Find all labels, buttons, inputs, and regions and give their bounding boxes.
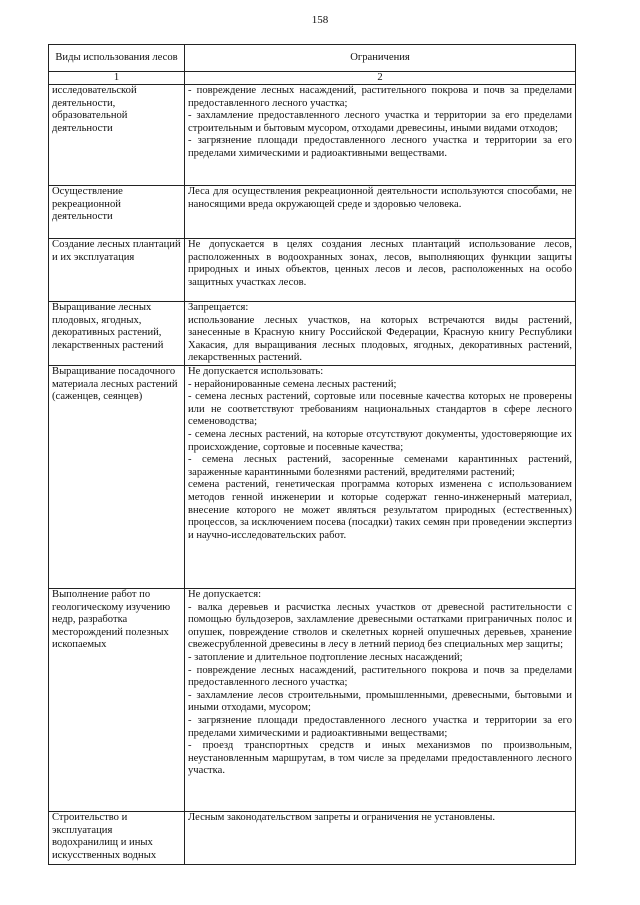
use-type-cell: [49, 302, 185, 366]
header-forest-use-types: Виды использования лесов: [49, 45, 185, 72]
use-type-text: исследовательской деятельности, образовательной деятельности: [52, 85, 137, 134]
restriction-item: - повреждение лесных насаждений, растительного покрова и почв за пределами предоставленного лесного участка;: [188, 85, 572, 109]
table-row: [49, 239, 576, 302]
restriction-item: - валка деревьев и расчистка лесных участков от древесной растительности с помощью бульдозеров, захламление древесными остатками приграничных полос и опушек, повреждение стволов и скелетных корней опушечных деревьев, хранение свежесрубленной древесины в лесу в летний период без специальных мер защиты;: [188, 601, 572, 651]
table-row: [49, 811, 576, 864]
use-type-text: Строительство и эксплуатация водохранилищ и иных искусственных водных: [52, 811, 157, 861]
column-number-1: 1: [49, 72, 185, 85]
table-header-row: [49, 45, 576, 72]
restriction-item: - проезд транспортных средств и иных механизмов по произвольным, неустановленным маршрутам, в том числе за пределами предоставленного лесного участка.: [188, 740, 572, 777]
use-type-text: Выполнение работ по геологическому изучению недр, разработка месторождений полезных ископаемых: [52, 588, 171, 651]
restrictions-cell: [185, 85, 576, 186]
table-row: [49, 588, 576, 811]
restriction-item: - захламление предоставленного лесного участка и территории за его пределами строительным и бытовым мусором, отходами древесины, иными видами отходов;: [188, 110, 572, 134]
restriction-item: - захламление лесов строительными, промышленными, древесными, бытовыми и иными отходами, мусором;: [188, 689, 572, 714]
restriction-item: Не допускается:: [188, 588, 262, 600]
restriction-item: использование лесных участков, на которых встречаются виды растений, занесенные в Красную книгу Российской Федерации, Красную книгу Республики Хакасия, для выращивания лесных плодовых, ягодных, декоративных растений, лекарственных растений.: [188, 314, 572, 364]
restriction-item: Леса для осуществления рекреационной деятельности используются способами, не наносящими вреда окружающей среде и здоровью человека.: [188, 186, 572, 210]
restriction-item: - загрязнение площади предоставленного лесного участка и территории за его пределами химическими и радиоактивными веществами.: [188, 135, 572, 159]
use-type-cell: [49, 85, 185, 186]
use-type-text: Выращивание посадочного материала лесных растений (саженцев, сеянцев): [52, 365, 178, 403]
restriction-item: - нерайонированные семена лесных растений;: [188, 378, 397, 390]
table-row: [49, 186, 576, 239]
restriction-item: Не допускается использовать:: [188, 365, 324, 377]
page-number: 158: [311, 14, 329, 26]
restrictions-cell: [185, 186, 576, 239]
use-type-cell: [49, 588, 185, 811]
restriction-item: - семена лесных растений, засоренные семенами карантинных растений, зараженные карантинными болезнями растений, вредителями растений;: [188, 454, 572, 478]
restrictions-cell: [185, 811, 576, 864]
use-type-text: Осуществление рекреационной деятельности: [52, 186, 123, 223]
column-number-2: 2: [185, 72, 576, 85]
column-number-row: [49, 72, 576, 85]
restriction-item: - семена лесных растений, на которые отсутствуют документы, удостоверяющие их происхождение, сортовые и посевные качества;: [188, 428, 572, 453]
table-row: [49, 85, 576, 186]
restrictions-cell: [185, 365, 576, 588]
restrictions-cell: [185, 239, 576, 302]
table-row: [49, 365, 576, 588]
use-type-cell: [49, 365, 185, 588]
use-type-cell: [49, 811, 185, 864]
restrictions-cell: [185, 588, 576, 811]
restrictions-table: [48, 44, 576, 865]
use-type-cell: [49, 186, 185, 239]
header-restrictions: Ограничения: [185, 45, 576, 72]
restriction-item: Не допускается в целях создания лесных плантаций использование лесов, расположенных в водоохранных зонах, лесов, выполняющих функции защиты природных и иных объектов, ценных лесов и лесов, расположенных на особо защитных участках лесов.: [188, 239, 572, 288]
restriction-item: семена растений, генетическая программа которых изменена с использованием методов генной инженерии и которые содержат генно-инженерный материал, внесение которого не может являться результатом природных (естественных) процессов, за исключением посева (посадки) таких семян при проведении экспертиз и научно-исследовательских работ.: [188, 479, 572, 541]
use-type-text: Выращивание лесных плодовых, ягодных, декоративных растений, лекарственных растений: [52, 302, 164, 351]
restrictions-cell: [185, 302, 576, 366]
use-type-text: Создание лесных плантаций и их эксплуатация: [52, 239, 181, 263]
restriction-item: Лесным законодательством запреты и ограничения не установлены.: [188, 811, 496, 823]
restriction-item: - затопление и длительное подтопление лесных насаждений;: [188, 651, 463, 663]
restriction-item: - загрязнение площади предоставленного лесного участка и территории за его пределами химическими и радиоактивными веществами;: [188, 714, 572, 739]
restriction-item: - семена лесных растений, сортовые или посевные качества которых не проверены или не соответствуют требованиям национальных стандартов в сфере лесного семеноводства;: [188, 391, 572, 428]
use-type-cell: [49, 239, 185, 302]
table-row: [49, 302, 576, 366]
restriction-item: - повреждение лесных насаждений, растительного покрова и почв за пределами предоставленного лесного участка;: [188, 664, 572, 689]
restriction-item: Запрещается:: [188, 302, 249, 313]
